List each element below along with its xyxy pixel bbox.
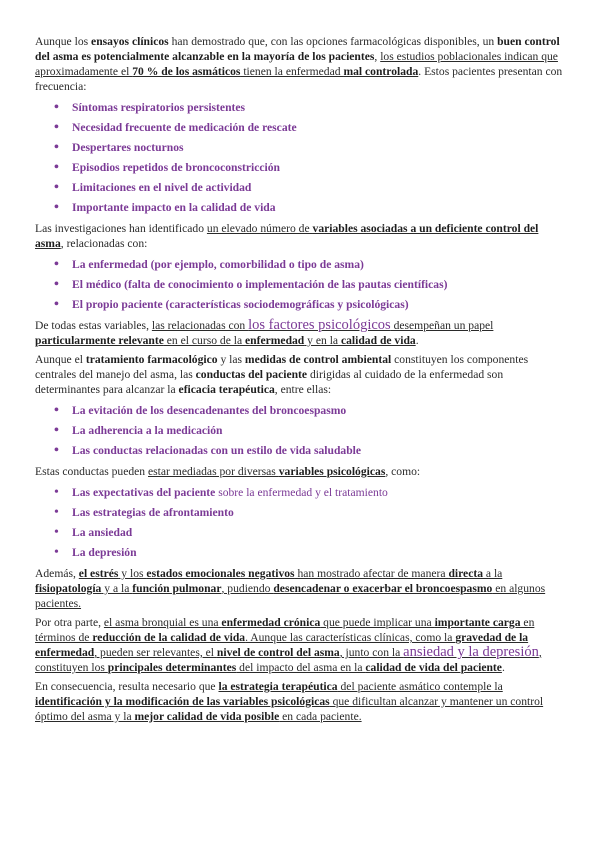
symptoms-list bbox=[35, 98, 565, 218]
document-body bbox=[35, 34, 565, 728]
text-bold: fisiopatología bbox=[35, 582, 102, 595]
text-bold: calidad de vida del paciente bbox=[365, 661, 502, 674]
text: Aunque los bbox=[35, 35, 92, 48]
text-bold: ensayos clínicos bbox=[91, 35, 169, 48]
list-item: • Episodios repetidos de broncoconstricción bbox=[35, 158, 565, 178]
text: a la bbox=[483, 567, 503, 580]
text: y la bbox=[111, 710, 135, 723]
text: . Aunque las características clínicas, como la bbox=[245, 631, 456, 644]
text: En consecuencia, resulta necesario que bbox=[35, 680, 219, 693]
text: del impacto del asma en la bbox=[236, 661, 366, 674]
text: Por otra parte, bbox=[35, 616, 104, 629]
text: , bbox=[374, 50, 381, 63]
text-bold: La ansiedad bbox=[72, 526, 133, 539]
paragraph-psychological bbox=[35, 318, 565, 348]
text: , constituyen los bbox=[35, 646, 542, 674]
list-item: • La adherencia a la medicación bbox=[35, 421, 565, 441]
text: estar mediadas por diversas bbox=[148, 465, 279, 478]
list-item: • Las conductas relacionadas con un estilo de vida saludable bbox=[35, 441, 565, 461]
text-underlined bbox=[35, 616, 542, 674]
paragraph-conclusion bbox=[35, 679, 565, 724]
text-bold: enfermedad crónica bbox=[221, 616, 321, 629]
list-item: • La evitación de los desencadenantes del broncoespasmo bbox=[35, 401, 565, 421]
text: , entre ellas: bbox=[274, 383, 332, 396]
text: Estas conductas pueden bbox=[35, 465, 149, 478]
list-item bbox=[35, 483, 565, 503]
text: , junto con la bbox=[339, 646, 404, 659]
text: en cada paciente. bbox=[279, 710, 362, 723]
text: han mostrado afectar de manera bbox=[294, 567, 449, 580]
text-bold: importante carga bbox=[434, 616, 521, 629]
text: en términos de bbox=[35, 616, 535, 644]
list-item: • Importante impacto en la calidad de vida bbox=[35, 198, 565, 218]
text: y los bbox=[118, 567, 147, 580]
text: tienen la enfermedad bbox=[240, 65, 344, 78]
text-bold: función pulmonar bbox=[132, 582, 222, 595]
text: el asma bronquial es una bbox=[103, 616, 222, 629]
text: un control óptimo del asma bbox=[35, 695, 544, 723]
text: y en la bbox=[304, 334, 341, 347]
text-bold: el estrés bbox=[78, 567, 119, 580]
text: Las investigaciones han identificado bbox=[35, 222, 207, 235]
text: . Estos pacientes presentan con frecuencia: bbox=[35, 65, 563, 93]
text: del paciente asmático contemple la bbox=[337, 680, 503, 693]
text-bold: variables psicológicas bbox=[278, 465, 386, 478]
text-bold: estados emocionales negativos bbox=[146, 567, 295, 580]
list-item: • Limitaciones en el nivel de actividad bbox=[35, 178, 565, 198]
text-bold: desencadenar o exacerbar el broncoespasmo bbox=[273, 582, 493, 595]
list-item: • El propio paciente (características sociodemográficas y psicológicas) bbox=[35, 295, 565, 315]
text: que puede implicar una bbox=[320, 616, 435, 629]
text-highlight: los factores psicológicos bbox=[248, 317, 391, 333]
text-bold: eficacia terapéutica bbox=[178, 383, 275, 396]
text: sobre la enfermedad y el tratamiento bbox=[215, 486, 388, 499]
paragraph-intro bbox=[35, 34, 565, 94]
text-bold: buen control del asma es potencialmente alcanzable en la mayoría de los pacientes bbox=[35, 35, 560, 63]
paragraph-stress bbox=[35, 566, 565, 611]
paragraph-burden bbox=[35, 615, 565, 675]
text-bold: identificación y la modificación de las variables psicológicas bbox=[35, 695, 330, 708]
text: constituyen los componentes centrales del manejo del asma, las bbox=[35, 353, 529, 381]
text-bold: 70 % de los asmáticos bbox=[132, 65, 241, 78]
text-bold: conductas del paciente bbox=[195, 368, 308, 381]
list-item bbox=[35, 503, 565, 523]
paragraph-mediated bbox=[35, 464, 565, 479]
text: han demostrado que, con las opciones farmacológicas disponibles, un bbox=[168, 35, 498, 48]
behaviours-list bbox=[35, 401, 565, 461]
paragraph-treatment bbox=[35, 352, 565, 397]
text: , pueden ser relevantes, el bbox=[94, 646, 217, 659]
text-highlight: ansiedad y la depresión bbox=[403, 644, 539, 660]
text: las relacionadas con bbox=[151, 319, 249, 332]
text-bold: calidad de vida bbox=[340, 334, 416, 347]
text-bold: mal controlada bbox=[343, 65, 419, 78]
text: en el curso de la bbox=[163, 334, 246, 347]
text: desempeñan un papel bbox=[390, 319, 494, 332]
text-bold: medidas de control ambiental bbox=[244, 353, 392, 366]
psych-variables-list bbox=[35, 483, 565, 563]
text: , como: bbox=[385, 465, 421, 478]
text: De todas estas variables, bbox=[35, 319, 152, 332]
text-bold: Las estrategias de afrontamiento bbox=[72, 506, 234, 519]
text-underlined bbox=[35, 567, 545, 610]
text-underlined bbox=[148, 465, 385, 478]
list-item: • Síntomas respiratorios persistentes bbox=[35, 98, 565, 118]
text: los estudios poblacionales indican que aproximadamente el bbox=[35, 50, 558, 78]
list-item: • Necesidad frecuente de medicación de rescate bbox=[35, 118, 565, 138]
text: y a la bbox=[101, 582, 133, 595]
paragraph-variables bbox=[35, 221, 565, 251]
text: , pudiendo bbox=[221, 582, 274, 595]
list-item: • La enfermedad (por ejemplo, comorbilidad o tipo de asma) bbox=[35, 255, 565, 275]
text-bold: Las expectativas del paciente bbox=[72, 486, 216, 499]
text: Además, bbox=[35, 567, 79, 580]
text-bold: directa bbox=[448, 567, 483, 580]
factors-list bbox=[35, 255, 565, 315]
text: que dificultan alcanzar y mantener bbox=[329, 695, 496, 708]
text-bold: tratamiento farmacológico bbox=[85, 353, 218, 366]
text-bold: La depresión bbox=[72, 546, 137, 559]
text-bold: particularmente relevante bbox=[35, 334, 164, 347]
text-bold: gravedad de la enfermedad bbox=[35, 631, 529, 659]
text-bold: variables asociadas a un deficiente control del asma bbox=[35, 222, 539, 250]
text-bold: la estrategia terapéutica bbox=[218, 680, 338, 693]
text-bold: principales determinantes bbox=[107, 661, 237, 674]
text-bold: nivel de control del asma bbox=[216, 646, 340, 659]
text: un elevado número de bbox=[206, 222, 313, 235]
text: dirigidas al cuidado de la enfermedad son determinantes para alcanzar la bbox=[35, 368, 504, 396]
text: Aunque el bbox=[35, 353, 86, 366]
list-item: • Despertares nocturnos bbox=[35, 138, 565, 158]
list-item: • El médico (falta de conocimiento o implementación de las pautas científicas) bbox=[35, 275, 565, 295]
text: . bbox=[501, 661, 505, 674]
text-bold: enfermedad bbox=[245, 334, 305, 347]
text-bold: mejor calidad de vida posible bbox=[134, 710, 280, 723]
text: . bbox=[415, 334, 419, 347]
text: y las bbox=[217, 353, 245, 366]
list-item bbox=[35, 523, 565, 543]
text: , relacionadas con: bbox=[60, 237, 148, 250]
text: en algunos pacientes. bbox=[35, 582, 546, 610]
text-bold: reducción de la calidad de vida bbox=[92, 631, 246, 644]
list-item bbox=[35, 543, 565, 563]
